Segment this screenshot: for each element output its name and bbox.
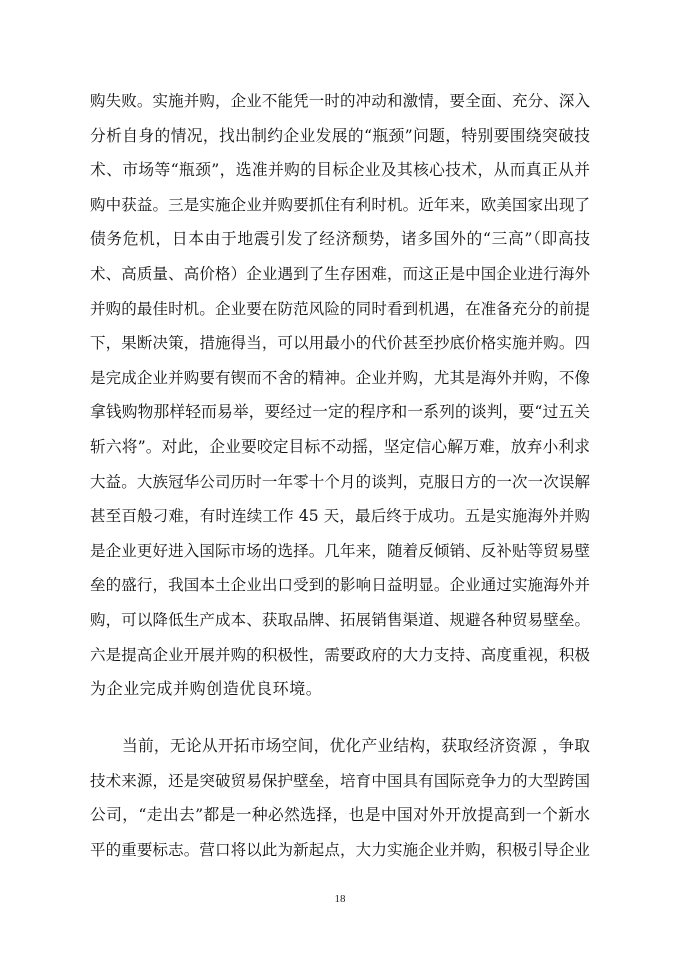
text-line: 平的重要标志。营口将以此为新起点，大力实施企业并购，积极引导企业: [90, 840, 590, 859]
text-line: 斩六将”。对此，企业要咬定目标不动摇，坚定信心解万难，放弃小利求: [90, 436, 590, 456]
text-line: 公司，“走出去”都是一种必然选择，也是中国对外开放提高到一个新水: [90, 805, 590, 825]
text-line: 债务危机，日本由于地震引发了经济颓势，诸多国外的“三高”（即高技: [90, 229, 590, 249]
paragraph-2: [90, 729, 590, 867]
text-line: 并购的最佳时机。企业要在防范风险的同时看到机遇，在准备充分的前提: [90, 299, 590, 318]
text-line: 购中获益。三是实施企业并购要抓住有利时机。近年来，欧美国家出现了: [90, 195, 590, 214]
text-line: 拿钱购物那样轻而易举，要经过一定的程序和一系列的谈判，要“过五关: [90, 402, 590, 422]
text-line: 为企业完成并购创造优良环境。: [90, 679, 323, 699]
text-line: 是企业更好进入国际市场的选择。几年来，随着反倾销、反补贴等贸易壁: [90, 541, 590, 560]
text-line: 购，可以降低生产成本、获取品牌、拓展销售渠道、规避各种贸易壁垒。: [90, 610, 590, 629]
text-line: 是完成企业并购要有锲而不舍的精神。企业并购，尤其是海外并购，不像: [90, 368, 590, 387]
text-line: 甚至百般刁难，有时连续工作 45 天，最后终于成功。五是实施海外并购: [90, 507, 590, 526]
text-line: 术、高质量、高价格）企业遇到了生存困难，而这正是中国企业进行海外: [90, 264, 590, 283]
text-line: 当前，无论从开拓市场空间，优化产业结构，获取经济资源 ，争取: [122, 736, 590, 755]
text-line: 垒的盛行，我国本土企业出口受到的影响日益明显。企业通过实施海外并: [90, 576, 590, 595]
text-line: 下，果断决策，措施得当，可以用最小的代价甚至抄底价格实施并购。四: [90, 334, 590, 353]
text-line: 术、市场等“瓶颈”，选准并购的目标企业及其核心技术，从而真正从并: [90, 160, 590, 180]
text-line: 分析自身的情况，找出制约企业发展的“瓶颈”问题，特别要围绕突破技: [90, 125, 590, 145]
page-number: 18: [334, 893, 346, 905]
text-line: 技术来源，还是突破贸易保护壁垒，培育中国具有国际竞争力的大型跨国: [90, 771, 590, 790]
paragraph-1: [90, 84, 590, 707]
text-line: 大益。大族冠华公司历时一年零十个月的谈判，克服日方的一次一次误解: [90, 472, 590, 491]
text-line: 六是提高企业开展并购的积极性，需要政府的大力支持、高度重视，积极: [90, 645, 590, 664]
text-line: 购失败。实施并购，企业不能凭一时的冲动和激情，要全面、充分、深入: [90, 92, 590, 110]
